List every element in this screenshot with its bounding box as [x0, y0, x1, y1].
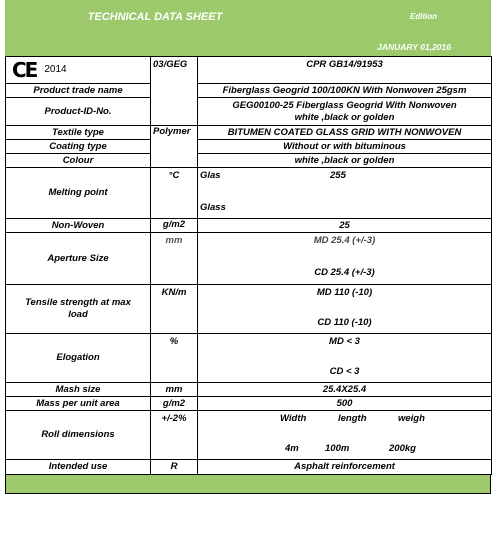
melting-label: Melting point: [6, 168, 151, 219]
tensile-unit: KN/m: [151, 285, 198, 334]
ce-cell: [6, 57, 151, 84]
aperture-label: Aperture Size: [6, 233, 151, 285]
mesh-value: 25.4X25.4: [198, 383, 492, 397]
use-unit: R: [151, 460, 198, 475]
coating-label: Coating type: [6, 140, 151, 154]
sheet-title: TECHNICAL DATA SHEET: [87, 11, 223, 23]
nonwoven-value: 25: [198, 219, 492, 233]
nonwoven-unit: g/m2: [151, 219, 198, 233]
elongation-label: Elogation: [6, 334, 151, 383]
product-id-label: Product-ID-No.: [6, 98, 151, 126]
table-row: [6, 57, 492, 84]
table-row: [6, 334, 492, 383]
roll-unit: +/-2%: [151, 411, 198, 460]
cert-year: 2014: [44, 63, 67, 75]
textile-unit: Polymer: [151, 126, 198, 140]
use-label: Intended use: [6, 460, 151, 475]
tensile-label: Tensile strength at max load: [6, 285, 151, 334]
footer-band: [5, 475, 491, 494]
table-row: [6, 154, 492, 168]
table-row: [6, 126, 492, 140]
ce-mark-icon: CE: [12, 57, 37, 82]
use-value: Asphalt reinforcement: [198, 460, 492, 475]
elongation-value: MD < 3 CD < 3: [198, 334, 492, 383]
table-row: [6, 233, 492, 285]
aperture-unit: mm: [151, 233, 198, 285]
table-row: [6, 168, 492, 219]
table-row: [6, 219, 492, 233]
header-banner: [5, 0, 491, 56]
data-sheet: [5, 0, 491, 494]
table-row: [6, 397, 492, 411]
coating-value: Without or with bituminous: [198, 140, 492, 154]
table-row: [6, 285, 492, 334]
spec-table: [5, 56, 492, 475]
table-row: [6, 383, 492, 397]
trade-name-value: Fiberglass Geogrid 100/100KN With Nonwoven 25gsm: [198, 84, 492, 98]
edition-date: JANUARY 01,2016: [377, 42, 451, 52]
roll-label: Roll dimensions: [6, 411, 151, 460]
mesh-label: Mash size: [6, 383, 151, 397]
elongation-unit: %: [151, 334, 198, 383]
table-row: [6, 460, 492, 475]
table-row: [6, 98, 492, 126]
colour-label: Colour: [6, 154, 151, 168]
table-row: [6, 84, 492, 98]
mass-value: 500: [198, 397, 492, 411]
nonwoven-label: Non-Woven: [6, 219, 151, 233]
colour-value: white ,black or golden: [198, 154, 492, 168]
product-id-value: GEG00100-25 Fiberglass Geogrid With Nonwoven white ,black or golden: [198, 98, 492, 126]
melting-unit: °C: [151, 168, 198, 219]
aperture-value: MD 25.4 (+/-3) CD 25.4 (+/-3): [198, 233, 492, 285]
textile-value: BITUMEN COATED GLASS GRID WITH NONWOVEN: [198, 126, 492, 140]
table-row: [6, 140, 492, 154]
cpr-number: CPR GB14/91953: [198, 57, 492, 84]
cert-code: 03/GEG: [151, 57, 198, 84]
mesh-unit: mm: [151, 383, 198, 397]
trade-name-label: Product trade name: [6, 84, 151, 98]
mass-label: Mass per unit area: [6, 397, 151, 411]
table-row: [6, 411, 492, 460]
tensile-value: MD 110 (-10) CD 110 (-10): [198, 285, 492, 334]
textile-label: Textile type: [6, 126, 151, 140]
mass-unit: g/m2: [151, 397, 198, 411]
melting-value: Glas 255 Glass: [198, 168, 492, 219]
edition-label: Edition: [410, 12, 438, 21]
roll-value: Width length weigh 4m 100m 200kg: [198, 411, 492, 460]
